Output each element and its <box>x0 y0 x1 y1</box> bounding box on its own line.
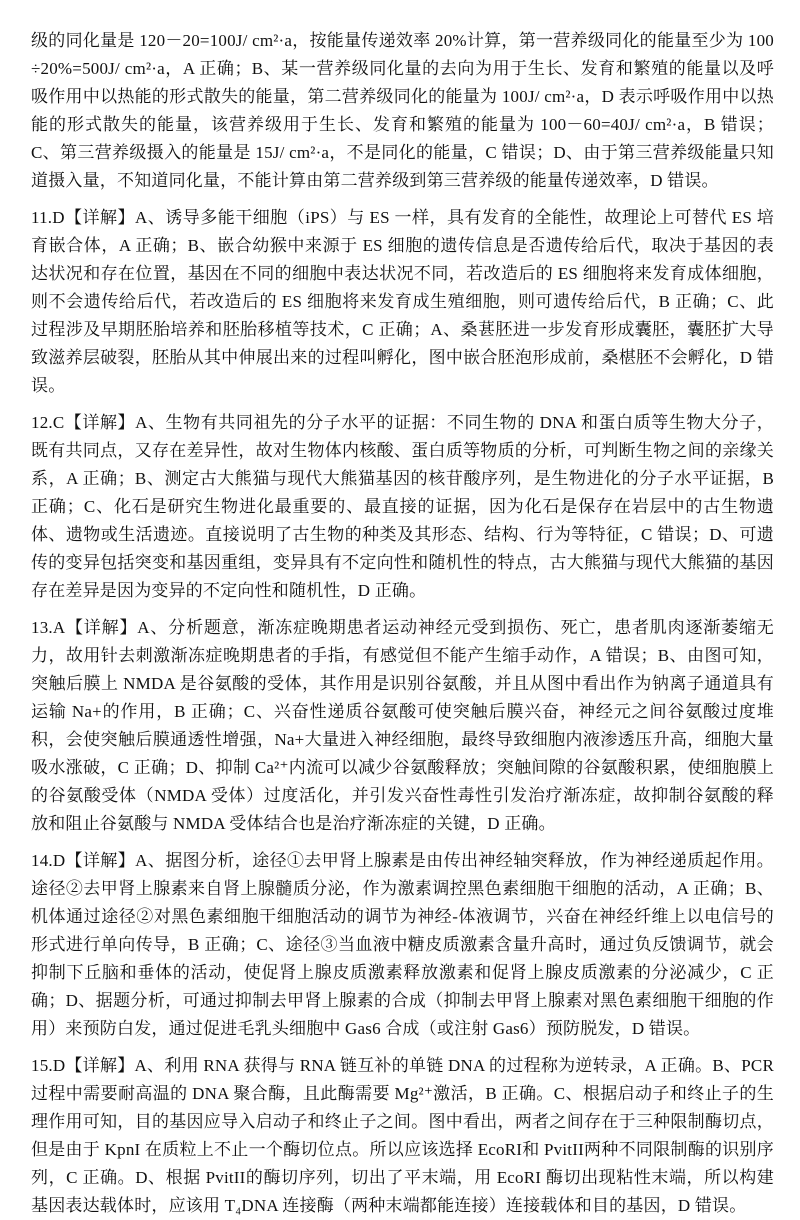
paragraph-answer-15: 15.D【详解】A、利用 RNA 获得与 RNA 链互补的单链 DNA 的过程称为逆转录，A 正确。B、PCR 过程中需要耐高温的 DNA 聚合酶，且此酶需要 Mg²⁺激活，B 正确。C、根据启动子和终止子的生理作用可知，目的基因应导入启动子和终止子之间。图中看出，两者之间存在于三种限制酶切点，但是由于 KpnI 在质粒上不止一个酶切位点。所以应该选择 EcoRI和 PvitII两种不同限制酶的识别序列，C 正确。D、根据 PvitII的酶切序列，切出了平末端，用 EcoRI 酶切出现粘性末端，所以构建基因表达载体时，应该用 T₄DNA 连接酶（两种末端都能连接）连接载体和目的基因，D 错误。 <box>31 1056 774 1215</box>
paragraph-answer-12: 12.C【详解】A、生物有共同祖先的分子水平的证据：不同生物的 DNA 和蛋白质等生物大分子，既有共同点，又存在差异性，故对生物体内核酸、蛋白质等物质的分析，可判断生物之间的亲缘关系，A 正确；B、测定古大熊猫与现代大熊猫基因的核苷酸序列，是生物进化的分子水平证据，B 正确；C、化石是研究生物进化最重要的、最直接的证据，因为化石是保存在岩层中的古生物遗体、遗物或生活遗迹。直接说明了古生物的种类及其形态、结构、行为等特征，C 错误；D、可遗传的变异包括突变和基因重组，变异具有不定向性和随机性的特点，古大熊猫与现代大熊猫的基因存在差异是因为变异的不定向性和随机性，D 正确。 <box>31 413 774 600</box>
paragraph-answer-13: 13.A【详解】A、分析题意，渐冻症晚期患者运动神经元受到损伤、死亡，患者肌肉逐渐萎缩无力，故用针去刺激渐冻症晚期患者的手指，有感觉但不能产生缩手动作，A 错误；B、由图可知，突触后膜上 NMDA 是谷氨酸的受体，其作用是识别谷氨酸，并且从图中看出作为钠离子通道具有运输 Na+的作用，B 正确；C、兴奋性递质谷氨酸可使突触后膜兴奋，神经元之间谷氨酸过度堆积，会使突触后膜通透性增强，Na+大量进入神经细胞，最终导致细胞内液渗透压升高，细胞大量吸水涨破，C 正确；D、抑制 Ca²⁺内流可以减少谷氨酸释放；突触间隙的谷氨酸积累，使细胞膜上的谷氨酸受体（NMDA 受体）过度活化，并引发兴奋性毒性引发治疗渐冻症，故抑制谷氨酸的释放和阻止谷氨酸与 NMDA 受体结合也是治疗渐冻症的关键，D 正确。 <box>31 618 774 833</box>
paragraph-answer-14: 14.D【详解】A、据图分析，途径①去甲肾上腺素是由传出神经轴突释放，作为神经递质起作用。途径②去甲肾上腺素来自肾上腺髓质分泌，作为激素调控黑色素细胞干细胞的活动，A 正确；B、机体通过途径②对黑色素细胞干细胞活动的调节为神经-体液调节，兴奋在神经纤维上以电信号的形式进行单向传导，B 正确；C、途径③当血液中糖皮质激素含量升高时，通过负反馈调节，就会抑制下丘脑和垂体的活动，使促肾上腺皮质激素释放激素和促肾上腺皮质激素的分泌减少，C 正确；D、据题分析，可通过抑制去甲肾上腺素的合成（抑制去甲肾上腺素对黑色素细胞干细胞的作用）来预防白发，通过促进毛乳头细胞中 Gas6 合成（或注射 Gas6）预防脱发，D 错误。 <box>31 851 774 1038</box>
paragraph-q10-continuation: 级的同化量是 120－20=100J/ cm²·a，按能量传递效率 20%计算，第一营养级同化的能量至少为 100÷20%=500J/ cm²·a，A 正确；B、某一营养级同化量的去向为用于生长、发育和繁殖的能量以及呼吸作用中以热能的形式散失的能量，第二营养级同化的能量为 100J/ cm²·a，D 表示呼吸作用中以热能的形式散失的能量，该营养级用于生长、发育和繁殖的能量为 100－60=40J/ cm²·a，B 错误；C、第三营养级摄入的能量是 15J/ cm²·a，不是同化的能量，C 错误；D、由于第三营养级能量只知道摄入量，不知道同化量，不能计算由第二营养级到第三营养级的能量传递效率，D 错误。 <box>31 31 774 190</box>
paragraph-answer-11: 11.D【详解】A、诱导多能干细胞（iPS）与 ES 一样，具有发育的全能性，故理论上可替代 ES 培育嵌合体，A 正确；B、嵌合幼猴中来源于 ES 细胞的遗传信息是否遗传给后代，取决于基因的表达状况和存在位置，基因在不同的细胞中表达状况不同，若改造后的 ES 细胞将来发育成体细胞，则不会遗传给后代，若改造后的 ES 细胞将来发育成生殖细胞，则可遗传给后代，B 正确；C、此过程涉及早期胚胎培养和胚胎移植等技术，C 正确；A、桑葚胚进一步发育形成囊胚，囊胚扩大导致滋养层破裂，胚胎从其中伸展出来的过程叫孵化，图中嵌合胚泡形成前，桑椹胚不会孵化，D 错误。 <box>31 208 774 395</box>
answer-explanations-body <box>31 27 774 1220</box>
